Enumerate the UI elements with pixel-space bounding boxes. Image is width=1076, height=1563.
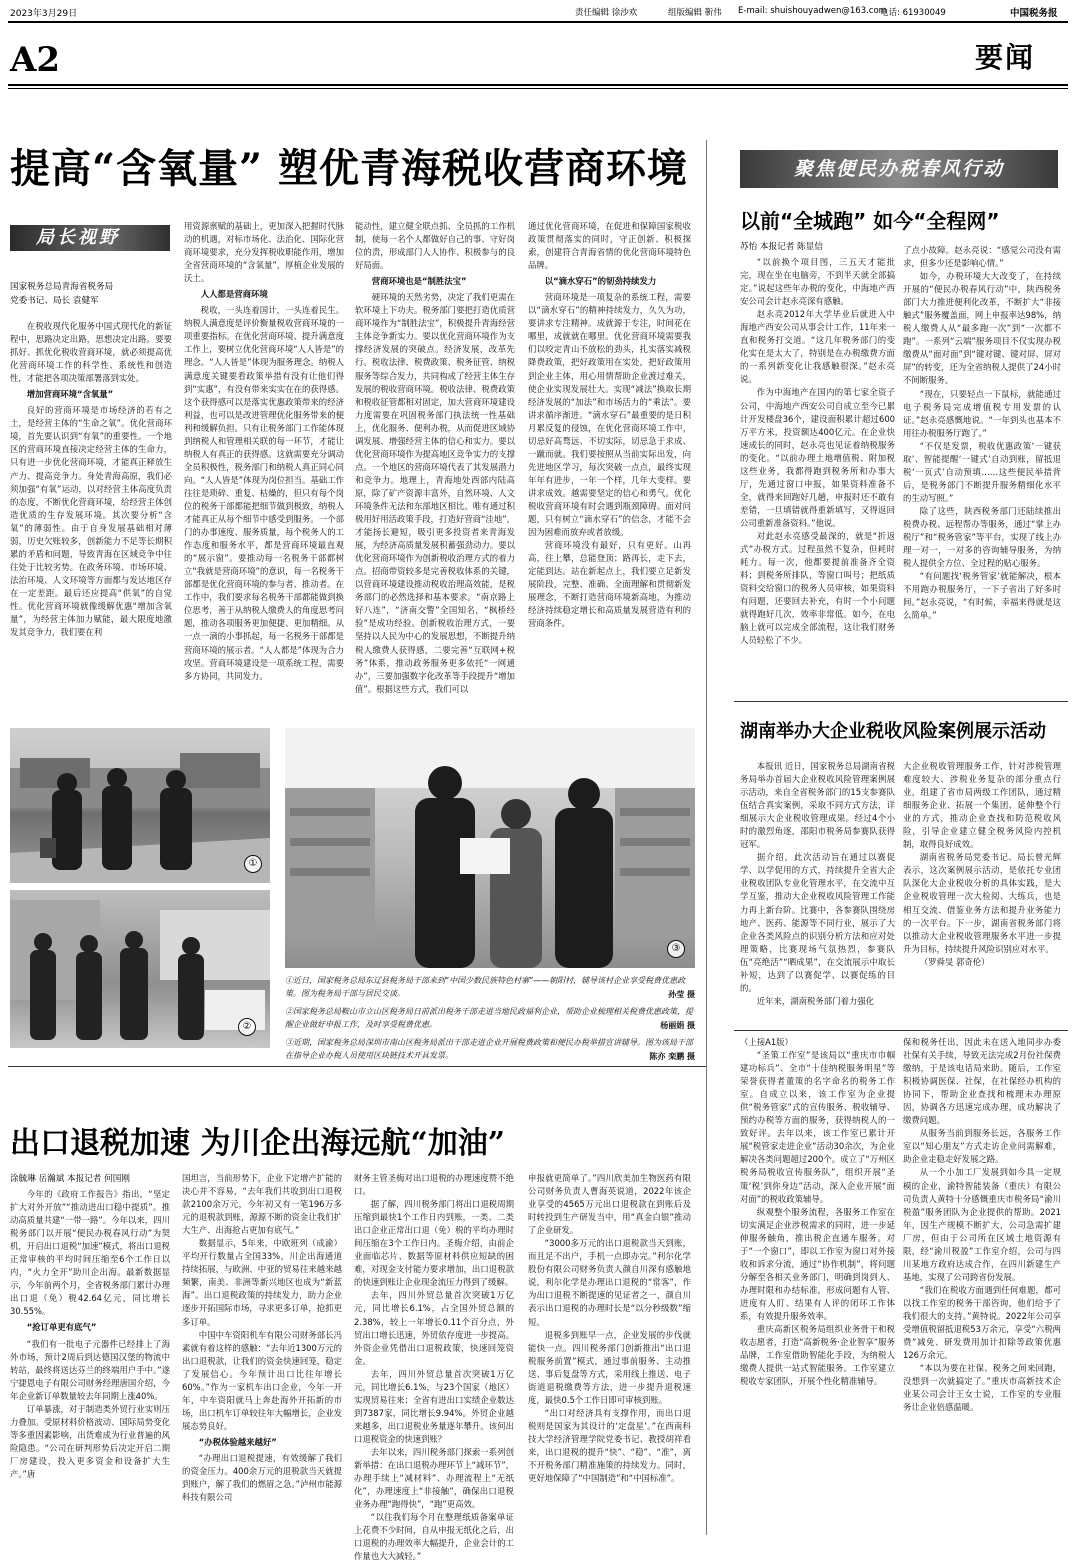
section-rule: [8, 84, 1068, 86]
paragraph: 用资源禀赋的基础上，更加深入把握时代脉动的机遇，对标市场化、法治化、国际化营商环境要求，充分发挥税收职能作用，增加全省营商环境的“含氧量”，厚植企业发展的沃土。: [184, 221, 344, 284]
photo-caption-3-credit: 陈亦 栾鹏 摄: [649, 1050, 695, 1061]
paragraph: 国坦言，当前形势下，企业下定增产扩能的决心并不容易，“去年我们共收到出口退税款2100余万元，今年初又有一笔196万多元的退税款到账，源源不断的资金让我们扩大生产、出海抢占更加有底气。”: [182, 1173, 342, 1236]
bottom-col4: [528, 1172, 691, 1538]
header-phone: 电话: 61930049: [880, 8, 946, 18]
right-top-col1: [740, 256, 895, 694]
right-top-byline: 苏怡 本报记者 陈显信: [740, 242, 823, 252]
photo-1-number: ①: [244, 855, 262, 873]
header-email: E-mail: shuishouyadwen@163.com: [738, 6, 887, 16]
photo-caption-1-credit: 孙莹 摄: [668, 988, 695, 999]
paragraph: “我们有一批电子元器件已经排上了海外市场，预计2周后到达德国汉堡的物流中转站，最终将送达芬兰的终端用户手中。”遂宁捷恩电子有限公司财务经理唐国介绍，今年企业新订单数量较去年同期上涨40%。: [10, 1338, 170, 1401]
bottom-byline: 涂毓琳 岳瀚斌 本报记者 何国刚: [10, 1174, 130, 1184]
paragraph: “我们在税收方面遇到任何难题，都可以找工作室的税务干部咨询，他们给予了我们很大的支持。”黄特说。2022年公司享受增值税留抵退税53万余元，享受“六税两费”减免、研发费用加计扣除等政策优惠126万余元。: [903, 1284, 1061, 1361]
photo-1-illustration: [10, 728, 270, 883]
photo-2-number: ②: [238, 1018, 256, 1036]
photo-caption-3-text: ③近期，国家税务总局深圳市南山区税务局派出干部走进企业开展税费政策和便民办税举措宣讲辅导。图为该局干部在指导企业办税人员使用区块链技术开具发票。: [285, 1038, 693, 1060]
subheading: 营商环境也是“制胜法宝”: [371, 276, 467, 287]
paragraph: “不仅是发票，税收优惠政策‘一键获取’、智能提醒‘一键式’自动到账，留抵退税‘一页式’自动预填……这些便民举措背后，是税务部门不断提升服务精细化水平的生动写照。”: [903, 440, 1061, 503]
paragraph: 良好的营商环境是市场经济的若有之土，是经营主体的“生命之氧”。优化营商环境，首先要认识到“有氧”的重要性。一个地区的营商环境直接决定经营主体的生命力，只有进一步优化营商环境，才能真正释放生产力、提高竞争力。身处青海高原，我们必须加强“有氧”运动，以对经营主体高度负责的态度，不断优化营商环境，给经营主体创造优质的生存发展环境。其次要分析“含氧”的薄弱性。由于自身发展基础相对薄弱，历史欠账较多，创新能力不足等长期积累的矛盾和问题，导致青海在区域竞争中往往处于比较劣势。在政务环境、市场环境、法治环境、人文环境等方面都与发达地区存在一定差距。最后还应提高“供氧”的自觉性。优化营商环境就像缓解优惠“增加含氧量”，为经营主体加力赋能，最大限度地激发其竞争力，我们要在利: [10, 405, 172, 638]
photo-caption-2-text: ②国家税务总局鞍山市立山区税务局日前派出税务干部走进当地民政福利企业，帮助企业梳理相关税费优惠政策，提醒企业做好申报工作，及时享受税费优惠。: [285, 1007, 693, 1029]
author-org: 国家税务总局青海省税务局: [10, 282, 114, 292]
paragraph: 本报讯 近日，国家税务总局湖南省税务局举办首届大企业税收风险管理案例展示活动，来自全省税务部门的15支参赛队伍结合真实案例，采取不同方式方法，详细展示大企业税收管理成果。经过4个小时的激烈角逐，邵阳市税务局参赛队获得冠军。: [740, 761, 895, 850]
right-mid-rule: [734, 701, 1068, 702]
paragraph: 纵观整个服务流程，各服务工作室在切实满足企业涉税需求的同时，进一步延伸服务触角，推出税企直通车服务。对于“一个窗口”，即以工作室为窗口对外接收和诉求分流，通过“协作机制”，将问题分解至各相关业务部门，明确到岗到人、办理时限和办结标准，形成问题有人管、进度有人盯、结果有人评的闭环工作体系，有效提升服务效率。: [740, 1206, 895, 1321]
subheading: “办税体验越来越好”: [198, 1436, 277, 1447]
paragraph: （罗舜旻 郭奇伦）: [919, 956, 990, 967]
photo-caption-3: [285, 1037, 695, 1062]
subheading: “抢订单更有底气”: [26, 1322, 97, 1333]
paragraph: 重庆高新区税务局组织业务骨干和税收志愿者，打造“高新税务·企业智享”服务品牌，工作室借助智能化手段，为纳税人缴费人提供一站式智能服务。工作室建立税收专家团队，开展个性化精准辅导。: [740, 1324, 895, 1387]
main-article-col1: [10, 320, 172, 688]
paragraph: 税收，一头连着国计，一头连着民生。纳税人满意度是评价衡量税收营商环境的一项重要指标。在优化营商环境、提升满意度工作上，要树立优化营商环境“人人皆是”的理念。“人人皆是”体现为服务理念。纳税人满意度关键要看政策举措有没有让他们得到“实惠”，有没有带来实实在在的获得感。这个获得感可以是落实优惠政策带来的经济利益，也可以是改进管理优化服务带来的便利和缓解负担。只有让税务部门工作能体现到纳税人和管理相关联的每一环节，才能让纳税人有真正的获得感。这就需要充分调动全员积极性，税务部门和纳税人真正同心同向。“人人皆是”体现为岗位担当。基础工作往往是琐碎、重复、枯燥的，但只有每个岗位的税务干部都能把细节做到极致，纳税人才能真正从每个细节中感受到服务。一个部门的办事速度、服务质量，每个税务人的工作态度和服务水平，都是营商环境最直观的“展示窗”。要推动每一名税务干部都树立“我就是营商环境”的意识，每一名税务干部都是优化营商环境的参与者、推动者。在工作中，我们要求每名税务干部都能做到换位思考，善于从纳税人缴费人的角度思考问题，推动各项服务更加便捷、更加精细。从一点一滴的小事抓起，每一名税务干部都是营商环境的展示者。“人人都是”体现为合力攻坚。营商环境建设是一项系统工程，需要多方协同，共同发力。: [184, 305, 344, 681]
paragraph: 中国中车资阳机车有限公司财务部长冯素就有着这样的感触：“去年近1300万元的出口退税款，让我们的资金快速回笼，稳定了发展信心。今年预计出口比往年增长60%。”作为一家机车出口企业，今年一开年，中车资阳就马上奔赴海外开拓新的市场，出口机车订单较往年大幅增长，企业发展态势良好。: [182, 1329, 342, 1431]
photo-caption-1: [285, 975, 695, 1000]
campaign-banner-text: 聚焦便民办税春风行动: [793, 158, 1004, 180]
paragraph: 数据显示，5年来，中欧班列（成渝）平均开行数量占全国33%，川企出海通道持续拓展，与欧洲、中亚的贸易往来越来越频繁，南美、非洲等新兴地区也成为“新蓝海”。出口退税政策的持续发力，助力企业逐步开拓国际市场，寻求更多订单，抢抓更多订单。: [182, 1238, 342, 1327]
photo-1: [10, 728, 270, 883]
paragraph: 近年来，湖南税务部门着力强化: [756, 995, 875, 1006]
main-right-divider: [706, 140, 707, 1535]
paragraph: 退税多到账早一点，企业发展的步伐就能快一点。四川税务部门创新推出“出口退税服务前置”模式，通过事前服务、主动推送、事后复盘等方式，采用线上推送、电子街道退税缴费等方法，进一步提升退税速度，最快0.5个工作日即可审核到账。: [528, 1329, 691, 1405]
paragraph: “以前换个项目图，三五天才能批完，现在坐在电脑旁，不到半天就全部搞定。”说起这些年办税的变化，中海地产西安公司会计赵永亮深有感触。: [740, 257, 895, 307]
right-top-col2: [903, 244, 1061, 694]
paragraph: 在税收现代化服务中国式现代化的新征程中，思路决定出路，思想决定出路。要要抓好、抓优化税收营商环境，就必须提高优化营商环境工作的科学性、系统性和创造性，才能把各项决策部署落到实处。: [10, 321, 172, 384]
bottom-col1: [10, 1188, 170, 1538]
photo-2: [10, 890, 270, 1048]
main-article-col3: [355, 220, 515, 694]
author-name: 党委书记、局长 袁健军: [10, 296, 99, 306]
paragraph: 订单暴涨，对于制造类外贸行业实则压力叠加。受原材料价格波动、国际局势变化等多重因素影响，出货难成为行业普遍的风险隐患。“公司在研判形势后决定开启二期厂房建设，投入更多资金和设备扩大生产。”唐: [10, 1403, 170, 1479]
right-top-headline: 以前“全城跑” 如今“全程网”: [740, 209, 1000, 233]
paragraph: 如今，办税环境大大改变了，在持续开展的“便民办税春风行动”中，陕西税务部门大力推进便利化改革，不断扩大“非接触式”服务覆盖面，网上申报率达98%，纳税人缴费人从“最多跑一次”到“一次都不跑”。一系列“云端”服务项目不仅实现办税缴费从“面对面”到“键对键、键对屏、屏对屏”的转变，还为全省纳税人提供了24小时不间断服务。: [903, 271, 1061, 386]
paragraph: “3000多万元的出口退税款当天到账，而且足不出户，手机一点即办完。”利尔化学股份有限公司财务负责人颜自川深有感触地说，利尔化学是办理出口退税的“常客”，作为出口退税不断提速的见证者之一，颜自川表示出口退税的办理时长是“以分秒级数”缩短。: [528, 1238, 691, 1327]
paragraph: 今年的《政府工作报告》指出，“坚定扩大对外开放”“推动进出口稳中提质”。推动高质量共建“一带一路”。今年以来，四川税务部门以开展“便民办税春风行动”为契机，开启出口退税“加速”模式，将出口退税正常审核的平均时间压缩至6个工作日以内，“火力全开”助川企出海。最新数据显示，今年前两个月，全省税务部门累计办理出口退（免）税42.64亿元，同比增长30.55%。: [10, 1189, 170, 1317]
paragraph: “圣策工作室”是该局以“重庆市巾帼建功标兵”、全市“十佳纳税服务明星”等荣誉获得者董策的名字命名的税务工作室。自成立以来，该工作室为企业提供“税务管家”式的宣传服务、税收辅导、预约办税等方面的服务，获得纳税人的一致好评。去年以来，该工作室已累计开展“税管家走进企业”活动30余次，为企业解决各类问题超过200个。成立了“万州区税务局税收宣传服务队”，组织开展“圣策‘税’到你身边”活动，深入企业开展“面对面”的税收政策辅导。: [740, 1050, 895, 1204]
photo-3-illustration: [285, 728, 695, 968]
bottom-col2: [182, 1172, 342, 1538]
paragraph: 大企业税收管理服务工作，针对涉税管理难度较大、涉税业务复杂的部分重点行业，组建了省市局两级工作团队，通过精细服务企业、拓展一个集团、延伸整个行业的方式，推动企业查找和防范税收风险，引导企业建立健全税务风险内控机制，取得良好成效。: [903, 761, 1061, 850]
paragraph: 据了解，四川税务部门将出口退税周期压缩到最快1个工作日内到账，一类、二类出口企业正常出口退（免）税的平均办理时间压缩在3个工作日内。圣梅介绍，由前企业面临芯片、数据等原材料供应短缺的困难，对现金支付能力要求增加，出口退税款的快速到账让企业现金流压力得到了缓解。: [354, 1199, 514, 1288]
paragraph: 了点小故障。赵永亮说：“感觉公司没有需求，但多少还是影响心情。”: [903, 245, 1061, 269]
column-tag-banner: [10, 225, 170, 251]
paragraph: 从一个小加工厂发展到如今具一定规模的企业，渝特智能装备（重庆）有限公司负责人黄特十分感慨重庆市税务局“渝川税盈”服务团队为企业提供的帮助。2021年，因生产规模不断扩大，公司急需扩建厂房，但由于公司所在区域土地资源有限，经“渝川税盈”工作室介绍，公司与四川某地方政府达成合作，在四川新建生产基地，实现了公司跨省份发展。: [903, 1167, 1061, 1282]
header-editor: 责任编辑 徐沙欢: [575, 8, 638, 18]
continued-col1: [740, 1036, 895, 1538]
paragraph: 从服务当前到服务长远，各服务工作室以“知心朋友”方式走访企业问需解难，助企业走稳走好发展之路。: [903, 1128, 1061, 1165]
main-headline: 提高“含氧量” 塑优青海税收营商环境: [10, 145, 688, 192]
header-date: 2023年3月29日: [10, 9, 78, 19]
right-lower-rule: [734, 1030, 1068, 1031]
subheading: 人人都是营商环境: [200, 289, 268, 300]
paragraph: “以往我们每个月在整理纸质备案单证上花费不少时间，自从申报无纸化之后，出口退税的办理效率大幅提升，企业会计的工作量也大大减轻。”: [354, 1512, 514, 1562]
paragraph: 作为中海地产在国内的第七家全资子公司，中海地产西安公司自成立至今已累计开发楼盘36个，建设面积累计超过600万平方米，投资额达400亿元。在企业快速成长的同时，赵永亮也见证着纳税服务的变化。“以前办理土地增值税、附加税这些业务，我都得跑到税务所和办事大厅，先通过窗口申报，如果资料准备不全，就得来回跑好几趟，申报时还不敢有差错，一旦填错就得重新填写，又得返回公司重新准备资料。”他说。: [740, 387, 895, 528]
main-article-col4: [528, 220, 691, 688]
photo-2-illustration: [10, 890, 270, 1048]
paragraph: 去年，四川外贸总量首次突破1万亿元，同比增长6.1%，与23个国家（地区）实现贸易往来；全省有进出口实绩企业数达到7387家，同比增长9.94%。外贸企业越来越多，出口退税业务量逐年攀升。该何出口退税资金的快速到账？: [354, 1368, 514, 1444]
paragraph: 硬环境的天然劣势，决定了我们更需在软环境上下功夫。税务部门要把打造优质营商环境作为“制胜法宝”，积极提升青海经营主体竞争新实力。要以优化营商环境作为支撑经济发展的突破点。经济发展，改革先行。税收法律、税费政策、税务征管、纳税服务等综合发力，共同构成了经营主体生存发展的税收营商环境。税收法律、税费政策和税收征管都相对固定，加大营商环境建设力度需要在巩固税务部门执法统一性基础上，优化服务、便利办税，从而促进区域协调发展、增强经营主体的信心和实力。要以优化营商环境作为提高地区竞争实力的支撑点。一个地区的营商环境代表了其发展潜力和竞争力。地理上，青海地处西部内陆高原，除了矿产资源丰富外，自然环境、人文环境条件无法和东部地区相比。唯有通过积极用好用活政策手段，打造好营商“洼地”，才能扬长避短，吸引更多投资者来青海发展，为经济高质量发展积蓄强劲动力。要以优化营商环境作为创新税收治理方式的着力点。招商带资较多是完善税收体系的关键，以营商环境建设推动税收治理高效能，是税务部门的必然选择和基本要求。“南京路上好八连”，“济南交警”全国知名，“枫桥经验”是成功经验。创新税收治理方式，一要坚持以人民为中心的发展思想，不断提升纳税人缴费人获得感，二要完善“互联网+税务”体系，推动政务服务更多依托“一网通办”，三要加强数字化改革等手段提升“增加值”。根据这些方式，我们可以: [355, 292, 515, 694]
paragraph: 营商环境是一项复杂的系统工程，需要以“滴水穿石”的精神持续发力，久久为功，要讲求专注精神。成就源于专注，时间花在哪里，成就就在哪里。优化营商环境需要我们以咬定青山不放松的劲头，扎实落实减税降费政策，把好政策用在实处，把好政策用到企业主体，用心用情帮助企业渡过难关，使企业实现发展壮大。实现“减法”换取长期经济发展的“加法”和市场活力的“乘法”。要讲求循序渐进。“滴水穿石”最重要的是日积月累反复的侵蚀，在优化营商环境工作中，切忌好高骛远、不切实际，切忌急于求成、一蹴而就。我们要按照从当前实际出发，向先进地区学习，每次突破一点点，最终实现年年有进步，一年一个样，几年大变样。要讲求成效。越需要坚定的信心和勇气。优化税收营商环境有时会遇到瓶颈障碍。面对问题，只有树立“滴水穿石”的信念，才能不会因为困难而放弃或者放缓。: [528, 292, 691, 538]
paragraph: “现在，只要轻点一下鼠标，就能通过电子税务局完成增值税专用发票的认证。”赵永亮感慨地说。“一年到头也基本不用往办税服务厅跑了。”: [903, 388, 1061, 438]
header-paper-name: 中国税务报: [1010, 8, 1058, 19]
paragraph: “本以为要在社保、税务之间来回跑，没想到一次就搞定了。”重庆市高新技术企业某公司会计王女士说，工作室的专业服务让企业倍感温暖。: [903, 1363, 1061, 1413]
paragraph: 营商环境没有最好，只有更好。山再高，往上攀，总能登顶；路再长，走下去，定能到达。站在新起点上，我们要立足新发展阶段，完整、准确、全面理解和贯彻新发展理念，不断打造营商环境新高地，为推动经济持续稳定增长和高质量发展营造有利的营商条件。: [528, 540, 691, 629]
paragraph: 去年以来，四川税务部门探索一系列创新举措：在出口退税办理环节上“减环节”，办理手续上“减材料”、办理流程上“无纸化”，办理速度上“非接触”，确保出口退税业务办理“跑得快”，“跑”更高效。: [354, 1446, 514, 1510]
right-mid-headline: 湖南举办大企业税收风险案例展示活动: [740, 721, 1046, 742]
photo-3: [285, 728, 695, 968]
paragraph: 通过优化营商环境，在促进和保障国家税收政策贯彻落实的同时，守正创新、积极探索，创建符合青海省情的优化营商环境特色品牌。: [528, 221, 691, 271]
subheading: 以“滴水穿石”的韧劲持续发力: [544, 276, 657, 287]
paragraph: “有问题找‘税务管家’就能解决，根本不用跑办税服务厅，一下子省出了好多时间。”赵永亮说，“有时候，幸福来得就是这么简单。”: [903, 571, 1061, 621]
bottom-headline: 出口退税加速 为川企出海远航“加油”: [10, 1126, 505, 1161]
column-tag-text: 局长视野: [36, 227, 120, 248]
photo-caption-2-credit: 杨丽娟 摄: [660, 1019, 695, 1030]
photo-3-number: ③: [667, 940, 685, 958]
paragraph: （上接A1版）: [740, 1037, 793, 1047]
header-designer: 组版编辑 靳伟: [668, 8, 722, 18]
paragraph: 财务主管圣梅对出口退税的办理速度赞不绝口。: [354, 1173, 514, 1197]
paragraph: 赵永亮2012年大学毕业后就进入中海地产西安公司从事会计工作，11年来一直和税务打交道。“这几年税务部门的变化实在是太大了，特别是在办税缴费方面的一系列新变化让我感触很深。”赵永亮说。: [740, 309, 895, 385]
paragraph: 申报就更简单了。”四川欣美加生物医药有限公司财务负责人曹海英说道，2022年该企业享受的4565万元出口退税款在到账后及时转投到生产研发当中，用“真金白银”推动了企业研发。: [528, 1173, 691, 1236]
bottom-rule: [8, 1066, 706, 1067]
paragraph: 除了这些，陕西税务部门还陆续推出税费办税、远程帮办等服务，通过“掌上办税厅”和“税务管家”等平台，实现了线上办理一对一，一对多的咨询辅导服务，为纳税人提供全方位、全过程的贴心服务。: [903, 505, 1061, 569]
subheading: 增加营商环境“含氧量”: [26, 389, 114, 400]
right-mid-col1: [740, 760, 895, 1018]
page-number: A2: [10, 40, 61, 80]
right-mid-col2: [903, 760, 1061, 1018]
photo-caption-1-text: ①近日，国家税务总局东辽县税务局干部来到“中国少数民族特色村寨”——朝阳村，辅导该村企业享受税费优惠政策。图为税务局干部与居民交谈。: [285, 976, 686, 998]
bottom-col3: [354, 1172, 514, 1562]
main-article-col2: [184, 220, 344, 688]
paragraph: 对此赵永亮感受最深的，就是“折返式”办税方式。过程虽然不复杂，但耗时耗力。每一次，他都要提前准备齐全资料；到税务所排队，等窗口叫号；把纸质资料交给窗口的税务人员审核，如果资料有问题，还要回去补充，有时一个小问题就得跑好几次，效率非常低。如今，在电脑上就可以完成全部流程，这让我们财务人员轻松了不少。: [740, 530, 895, 646]
campaign-banner: [740, 150, 1058, 188]
paragraph: 湖南省税务局党委书记、局长曾光辉表示，这次案例展示活动，是依托专业团队深化大企业税收分析的具体实践，是大企业税收管理一次大检阅、大练兵，也是相互交流、借鉴业务方法和提升业务能力的一次平台。下一步，湖南省税务部门将以推动大企业税收管理服务水平进一步提升为目标，持续提升风险识别应对水平。: [903, 852, 1061, 954]
continued-col2: [903, 1036, 1061, 1538]
section-name: 要闻: [975, 41, 1036, 74]
header-rule: [8, 21, 1068, 23]
paragraph: 能动性，建立健全联点抓、全员抓的工作机制，使每一名个人都做好自己的事、守好岗位的责，形成部门人人协作、积极参与的良好局面。: [355, 221, 515, 271]
paragraph: 去年，四川外贸总量首次突破1万亿元，同比增长6.1%，占全国外贸总额的2.38%，较上一年增长0.11个百分点，外贸出口增长迅速，外贸依存度进一步提高。外资企业凭借出口退税政策，快速回笼资金。: [354, 1290, 514, 1366]
paragraph: “出口对经济具有支撑作用，而出口退税则是国家为其设计的‘定盘星’。”在西南科技大学经济管理学院党委书记、教授胡祥看来，出口退税的提升“快”、“稳”、“准”，离不开税务部门精准施策的持续发力。同时，更好地保障了“中国制造”和“中国标准”。: [528, 1407, 691, 1484]
photo-caption-2: [285, 1006, 695, 1031]
paragraph: “办理出口退税提速，有效缓解了我们的资金压力。400余万元的退税款当天就提到账户，解了我们的燃眉之急。”泸州市能源科技有限公司: [182, 1452, 342, 1503]
paragraph: 据介绍，此次活动旨在通过以赛促学、以学促用的方式，持续提升全省大企业税收团队专业化管理水平，在交流中互学互鉴，推动大企业税收风险管理工作能力再上新台阶。比赛中，各参赛队围绕房地产、医药、能源等不同行业，展示了大企业各类风险点的识别分析方法和应对处理策略，比赛现场气氛热烈，参赛队伍“亮绝活”“晒成果”，在交流展示中取长补短，达到了以赛促学、以赛促练的目的。: [740, 852, 895, 993]
section-rule-thin: [8, 88, 1068, 89]
paragraph: 保和税务任出，因此未在送入地同步办委社保有关手续，导致无法完成2月份社保费缴纳，于是该电话局来助。随后，工作室积极协调医保、社保，在社保经办机构的协同下，帮助企业查找和梳理未办理原因，协调各方迅速完成办理，成功解决了缴费问题。: [903, 1037, 1061, 1126]
